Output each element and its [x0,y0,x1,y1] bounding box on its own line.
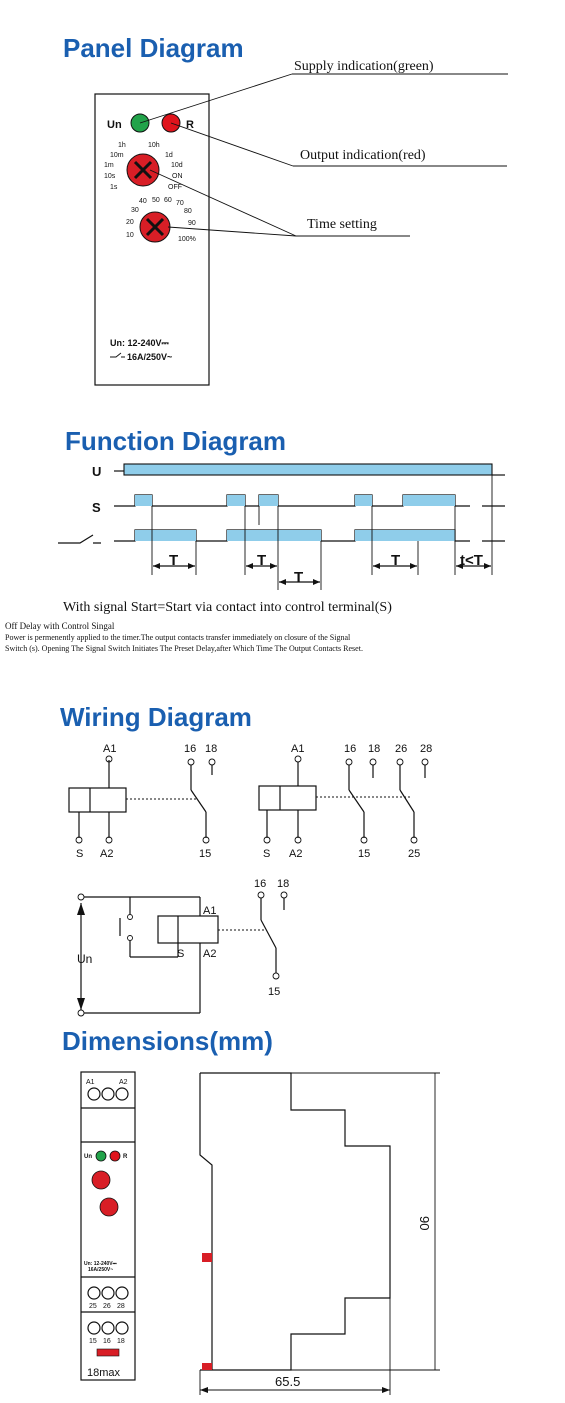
s-pulse [355,495,372,506]
svg-text:A1: A1 [291,743,305,755]
dial2-tick: 50 [152,197,160,204]
svg-text:25: 25 [408,848,421,860]
svg-text:15: 15 [358,848,371,860]
supply-indication-label: Supply indication(green) [294,59,434,74]
time-setting-label: Time setting [307,217,377,232]
wiring-diagram-title: Wiring Diagram [60,702,252,732]
svg-text:A1: A1 [203,905,217,917]
svg-text:T: T [391,552,401,569]
t-interval-marker [373,552,417,569]
dial1-tick: 10s [104,173,116,180]
svg-text:16: 16 [103,1338,111,1345]
dial1-tick: ON [172,173,183,180]
svg-text:15: 15 [89,1338,97,1345]
depth-label: 65.5 [275,1374,301,1389]
leader-time1 [150,170,296,236]
svg-text:T: T [169,552,179,569]
led-r-label: R [186,119,194,131]
t-interval-marker [279,569,320,586]
function-caption: With signal Start=Start via contact into control terminal(S) [63,600,392,615]
svg-text:A2: A2 [119,1079,128,1086]
dial2-tick: 100% [178,236,196,243]
svg-text:15: 15 [199,848,212,860]
timing-diagram [58,464,505,590]
dial1-tick: 1s [110,184,118,191]
dial1-tick: 10h [148,142,160,149]
front-view [81,1072,135,1380]
t-interval-marker [153,552,195,569]
svg-text:28: 28 [117,1303,125,1310]
width-label: 18max [87,1367,121,1379]
dial1-tick: OFF [168,184,182,191]
svg-text:26: 26 [395,743,408,755]
note-line-1: Power is permenently applied to the timer.The output contacts transfer immediately on closure of the Signal [5,633,351,642]
svg-text:26: 26 [103,1303,111,1310]
svg-text:S: S [177,948,185,960]
svg-text:A2: A2 [289,848,303,860]
s-pulse [227,495,245,506]
dial1-tick: 1h [118,142,126,149]
note-line-2: Switch (s). Opening The Signal Switch Initiates The Preset Delay,after Which Time The Output Contacts Reset. [5,644,363,653]
function-diagram-title: Function Diagram [65,426,287,456]
t-interval-marker [246,552,277,569]
dial2-tick: 30 [131,207,139,214]
svg-text:16: 16 [184,743,197,755]
svg-text:16: 16 [344,743,357,755]
time-range-dial [104,142,183,191]
svg-text:A1: A1 [86,1079,95,1086]
u-pulse [124,464,492,475]
s-pulse [135,495,152,506]
dial2-tick: 40 [139,198,147,205]
leader-output [171,123,293,166]
svg-text:18: 18 [205,743,218,755]
note-title: Off Delay with Control Singal [5,621,115,631]
leader-supply [140,74,292,123]
svg-text:t<T: t<T [460,552,483,569]
dial2-tick: 70 [176,200,184,207]
row-s-label: S [92,500,101,515]
dial2-tick: 60 [164,197,172,204]
svg-text:Un: 12-240V⎓: Un: 12-240V⎓ [84,1261,117,1267]
height-label: 90 [417,1216,432,1231]
svg-text:18: 18 [368,743,381,755]
t-less-than-marker [456,552,491,569]
relay-coil [259,786,316,810]
side-view [200,1073,440,1395]
svg-text:S: S [76,848,84,860]
svg-text:16A/250V~: 16A/250V~ [88,1267,114,1273]
svg-text:A2: A2 [203,948,217,960]
wiring-double-contact [259,743,432,860]
rating-voltage: Un: 12-240V⎓ [110,338,169,348]
percentage-dial [126,197,196,243]
svg-text:18: 18 [117,1338,125,1345]
svg-text:T: T [294,569,304,586]
svg-text:S: S [263,848,271,860]
svg-text:Un: Un [84,1154,92,1160]
output-pulse [227,530,321,541]
contact-symbol [110,353,125,357]
panel-front-view [95,94,209,385]
dial1-tick: 10d [171,162,183,169]
switch-contact [191,790,206,812]
dial2-tick: 20 [126,219,134,226]
output-pulse [355,530,455,541]
dial2-tick: 80 [184,208,192,215]
svg-text:A1: A1 [103,743,117,755]
dial1-tick: 1m [104,162,114,169]
relay-coil [158,916,218,943]
svg-text:T: T [257,552,267,569]
dial2-tick: 90 [188,220,196,227]
rating-contact: 16A/250V~ [127,352,173,362]
dial1-tick: 10m [110,152,124,159]
wiring-single-contact [69,743,217,860]
leader-time2 [168,227,296,236]
svg-text:18: 18 [277,878,290,890]
s-pulse [259,495,278,506]
output-indication-label: Output indication(red) [300,148,426,163]
panel-diagram-title: Panel Diagram [63,33,244,63]
dial2-tick: 10 [126,232,134,239]
svg-text:Un: Un [77,952,93,966]
svg-text:16: 16 [254,878,267,890]
led-un-label: Un [107,119,122,131]
relay-coil [69,788,126,812]
svg-text:A2: A2 [100,848,114,860]
output-pulse [135,530,196,541]
row-u-label: U [92,464,102,479]
s-pulse [403,495,455,506]
dial1-tick: 1d [165,152,173,159]
wiring-control-switch [77,878,289,1016]
svg-text:28: 28 [420,743,433,755]
svg-text:25: 25 [89,1303,97,1310]
svg-text:15: 15 [268,986,281,998]
contact-row-symbol [58,535,101,543]
dimensions-title: Dimensions(mm) [62,1026,273,1056]
svg-text:R: R [123,1154,128,1160]
